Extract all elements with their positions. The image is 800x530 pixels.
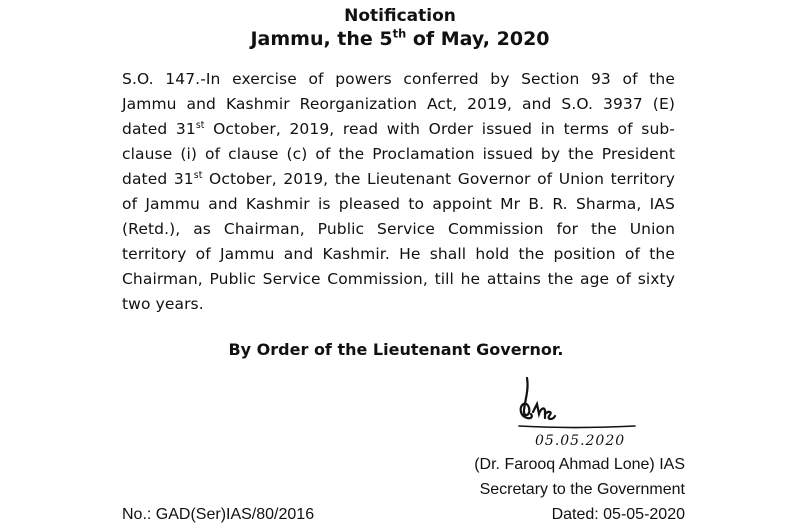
handwritten-date: 05.05.2020	[535, 433, 626, 449]
body-line: clause (i) of clause (c) of the Proclamation issued by the President	[122, 145, 675, 163]
body-line	[122, 117, 675, 142]
body-line: territory of Jammu and Kashmir. He shall hold the position of the	[122, 245, 675, 263]
dated-line: Dated: 05-05-2020	[551, 506, 685, 523]
body-line: (Retd.), as Chairman, Public Service Commission for the Union	[122, 220, 675, 238]
place-date-prefix: Jammu, the 5	[250, 28, 393, 50]
body-line	[122, 167, 675, 192]
body-line-part: dated 31	[122, 120, 196, 138]
body-line: Jammu and Kashmir Reorganization Act, 2019, and S.O. 3937 (E)	[122, 95, 675, 113]
body-line-part: dated 31	[122, 170, 194, 188]
ordinal-suffix: st	[195, 119, 205, 131]
body-line-part: October, 2019, read with Order issued in terms of sub-	[204, 120, 675, 138]
order-line	[0, 340, 800, 359]
body-line: two years.	[122, 295, 204, 313]
ordinal-suffix: st	[193, 169, 203, 181]
handwritten-signature	[505, 370, 645, 465]
body-line: of Jammu and Kashmir is pleased to appoint Mr B. R. Sharma, IAS	[122, 195, 675, 213]
body-line: S.O. 147.-In exercise of powers conferred by Section 93 of the	[122, 70, 675, 88]
place-and-date-heading	[0, 28, 800, 50]
place-date-suffix: of May, 2020	[406, 28, 550, 50]
reference-number: No.: GAD(Ser)IAS/80/2016	[122, 506, 315, 523]
body-line-part: October, 2019, the Lieutenant Governor of Union territory	[202, 170, 675, 188]
signatory-designation: Secretary to the Government	[479, 481, 685, 498]
order-line-text: By Order of the Lieutenant Governor.	[228, 340, 564, 359]
place-date-ordinal: th	[392, 26, 407, 41]
notification-body	[122, 67, 675, 317]
notification-title: Notification	[344, 6, 456, 26]
signatory-name: (Dr. Farooq Ahmad Lone) IAS	[474, 456, 685, 473]
body-line: Chairman, Public Service Commission, till he attains the age of sixty	[122, 270, 675, 288]
